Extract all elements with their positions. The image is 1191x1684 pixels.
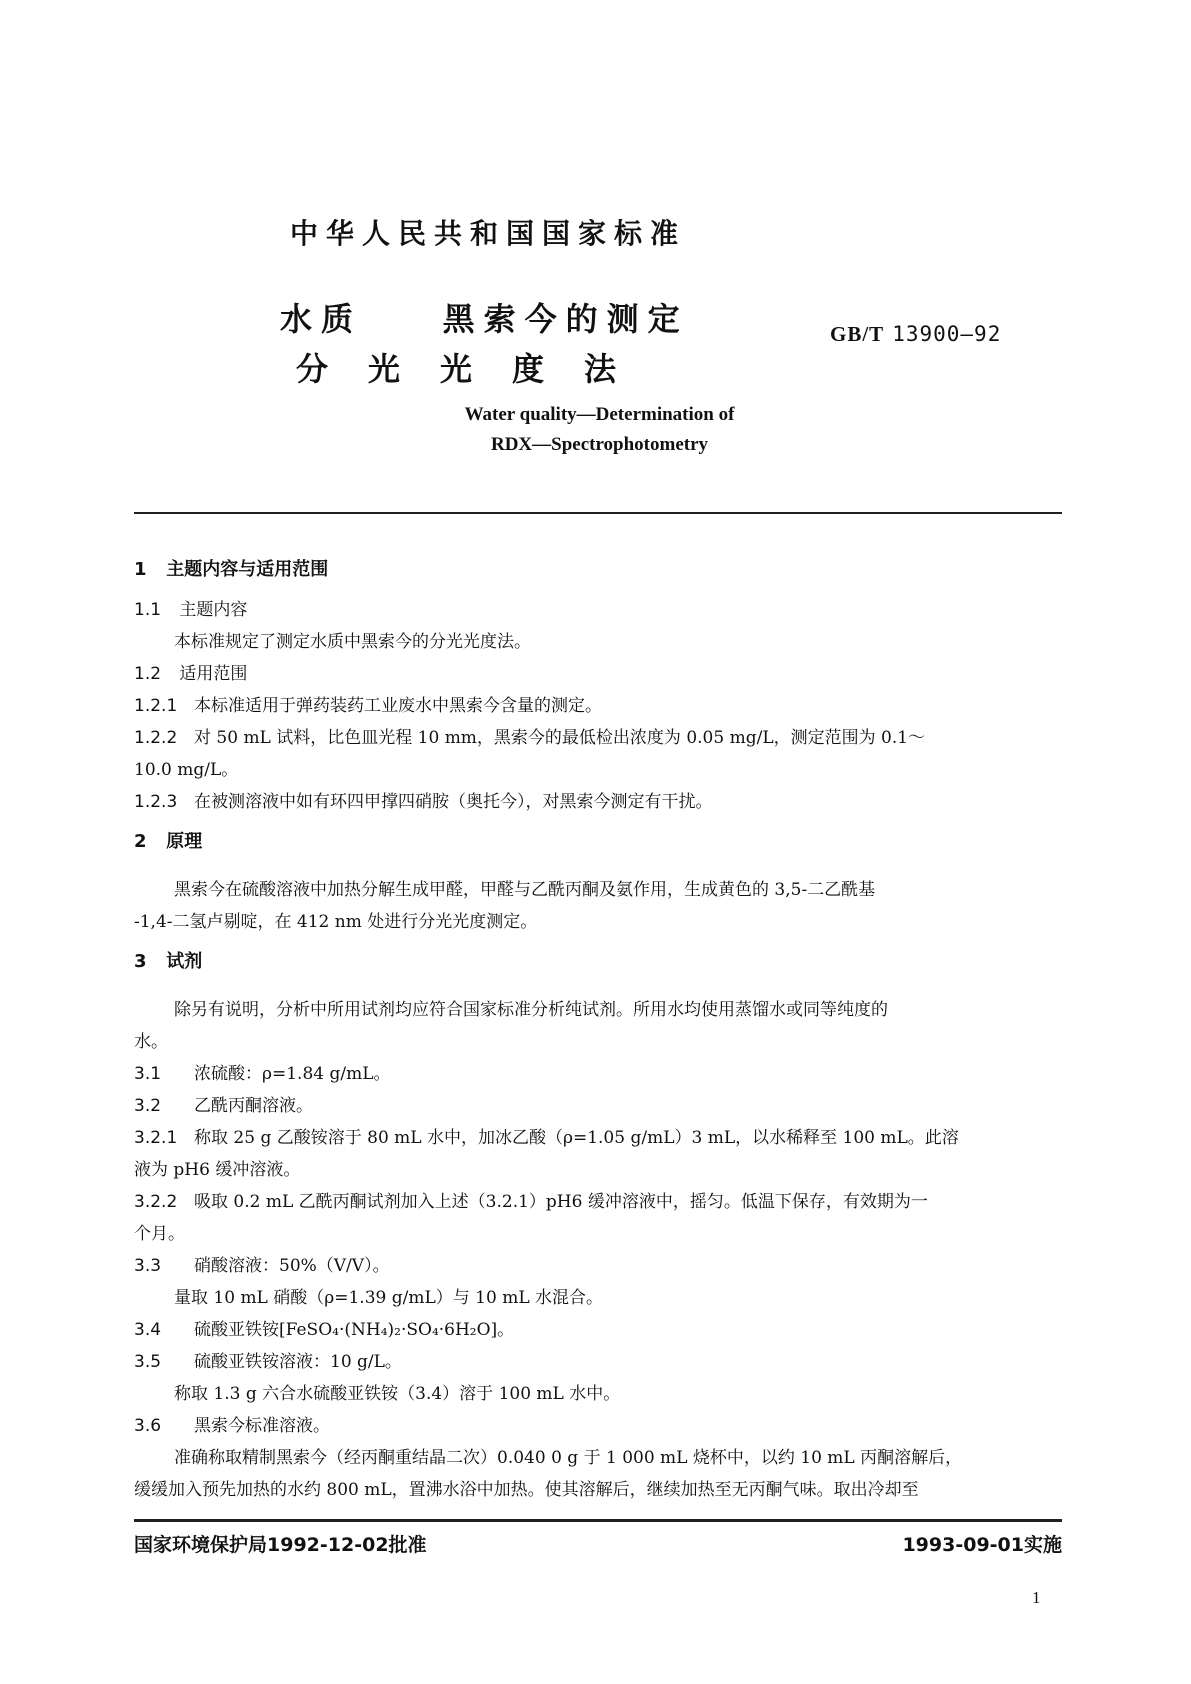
section-1-1-heading: 1.1 主题内容 <box>134 600 248 620</box>
clause-3-2-2-cont: 个月。 <box>134 1224 185 1244</box>
clause-1-2-2: 1.2.2 对 50 mL 试料，比色皿光程 10 mm，黑索今的最低检出浓度为 0.05 mg/L，测定范围为 0.1～ <box>134 728 926 748</box>
clause-3-6-text-1: 准确称取精制黑索今（经丙酮重结晶二次）0.040 0 g 于 1 000 mL 烧杯中，以约 10 mL 丙酮溶解后， <box>174 1448 963 1468</box>
section-1-heading: 1 主题内容与适用范围 <box>134 559 329 580</box>
national-standard-heading: 中华人民共和国国家标准 <box>290 217 687 250</box>
section-3-text-2: 水。 <box>134 1032 168 1052</box>
clause-3-3-text: 量取 10 mL 硝酸（ρ=1.39 g/mL）与 10 mL 水混合。 <box>174 1288 604 1308</box>
clause-3-2: 3.2 乙酰丙酮溶液。 <box>134 1096 313 1116</box>
clause-3-1: 3.1 浓硫酸：ρ=1.84 g/mL。 <box>134 1064 391 1084</box>
standard-number <box>830 322 1001 347</box>
section-2-text-1: 黑索今在硫酸溶液中加热分解生成甲醛，甲醛与乙酰丙酮及氨作用，生成黄色的 3,5-二乙酰基 <box>174 880 876 900</box>
clause-1-2-3: 1.2.3 在被测溶液中如有环四甲撑四硝胺（奥托今），对黑索今测定有干扰。 <box>134 792 713 812</box>
clause-3-6-text-2: 缓缓加入预先加热的水约 800 mL，置沸水浴中加热。使其溶解后，继续加热至无丙酮气味。取出冷却至 <box>134 1480 919 1500</box>
section-3-heading: 3 试剂 <box>134 951 203 972</box>
standard-prefix: GB/T <box>830 322 885 346</box>
document-title-line2: 分光光度法 <box>296 350 657 388</box>
section-2-heading: 2 原理 <box>134 831 203 852</box>
clause-1-2-2-cont: 10.0 mg/L。 <box>134 760 239 780</box>
section-2-text-2: -1,4-二氢卢剔啶，在 412 nm 处进行分光光度测定。 <box>134 912 538 932</box>
page-number: 1 <box>1032 1588 1041 1607</box>
document-title-line1: 水质 黑索今的测定 <box>280 300 689 338</box>
clause-3-2-1-cont: 液为 pH6 缓冲溶液。 <box>134 1160 301 1180</box>
english-title-line2: RDX—Spectrophotometry <box>490 434 709 455</box>
english-title-line1: Water quality—Determination of <box>464 404 735 425</box>
section-3-text-1: 除另有说明，分析中所用试剂均应符合国家标准分析纯试剂。所用水均使用蒸馏水或同等纯度的 <box>174 1000 888 1020</box>
footer-divider <box>134 1519 1062 1522</box>
implementation-date: 1993-09-01实施 <box>902 1534 1062 1556</box>
clause-3-2-1: 3.2.1 称取 25 g 乙酸铵溶于 80 mL 水中，加冰乙酸（ρ=1.05 g/mL）3 mL，以水稀释至 100 mL。此溶 <box>134 1128 959 1148</box>
section-1-2-heading: 1.2 适用范围 <box>134 664 248 684</box>
document-body <box>134 554 1062 1506</box>
clause-3-3: 3.3 硝酸溶液：50%（V/V）。 <box>134 1256 390 1276</box>
section-1-1-text: 本标准规定了测定水质中黑索今的分光光度法。 <box>174 632 531 652</box>
clause-1-2-1: 1.2.1 本标准适用于弹药装药工业废水中黑索今含量的测定。 <box>134 696 602 716</box>
standard-code: 13900—92 <box>892 322 1002 346</box>
clause-3-6: 3.6 黑索今标准溶液。 <box>134 1416 330 1436</box>
header-divider <box>134 512 1062 514</box>
clause-3-4: 3.4 硫酸亚铁铵[FeSO₄·(NH₄)₂·SO₄·6H₂O]。 <box>134 1320 515 1340</box>
approval-line: 国家环境保护局1992-12-02批准 <box>134 1534 427 1556</box>
clause-3-2-2: 3.2.2 吸取 0.2 mL 乙酰丙酮试剂加入上述（3.2.1）pH6 缓冲溶液中，摇匀。低温下保存，有效期为一 <box>134 1192 928 1212</box>
clause-3-5-text: 称取 1.3 g 六合水硫酸亚铁铵（3.4）溶于 100 mL 水中。 <box>174 1384 621 1404</box>
clause-3-5: 3.5 硫酸亚铁铵溶液：10 g/L。 <box>134 1352 402 1372</box>
